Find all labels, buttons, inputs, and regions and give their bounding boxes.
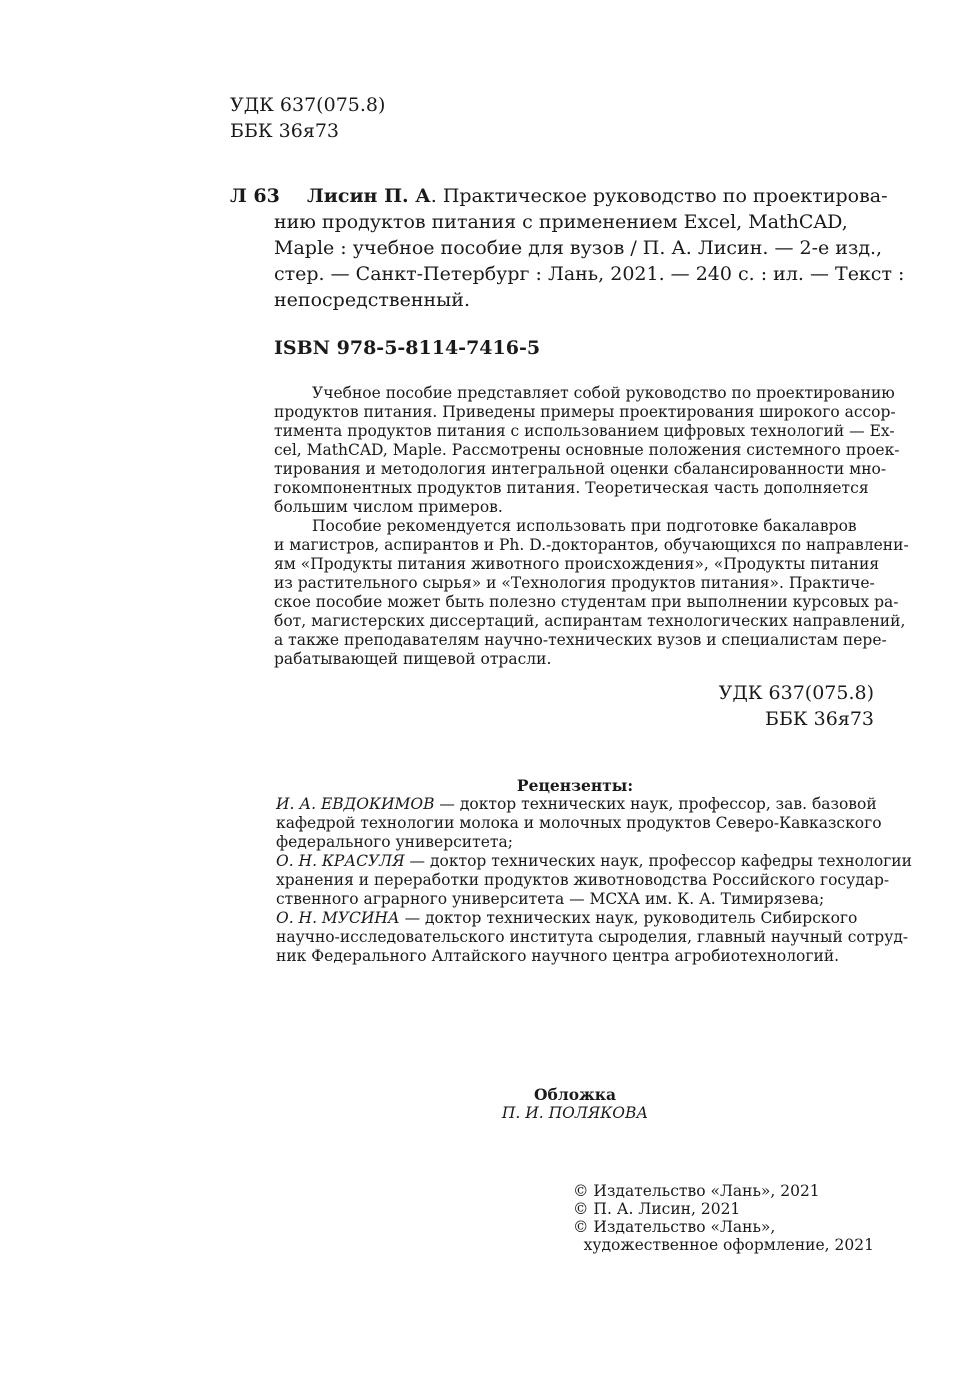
- entry-author: Лисин П. А: [307, 185, 431, 207]
- bbk-code-top: ББК 36я73: [230, 120, 340, 142]
- abstract-line: и магистров, аспирантов и Ph. D.-докторантов, обучающихся по направлени-: [274, 536, 909, 554]
- copyright-line-2: © П. А. Лисин, 2021: [573, 1200, 741, 1218]
- reviewer-2-text: — доктор технических наук, профессор кафедры технологии: [404, 852, 912, 870]
- udk-code-bottom: УДК 637(075.8): [718, 682, 874, 704]
- reviewer-3-line-3: ник Федерального Алтайского научного центра агробиотехнологий.: [276, 947, 840, 965]
- entry-line-1: [307, 183, 888, 209]
- reviewer-2-line-3: ственного аграрного университета — МСХА им. К. А. Тимирязева;: [276, 890, 825, 908]
- reviewer-1-line-3: федерального университета;: [276, 833, 513, 851]
- abstract-line: Учебное пособие представляет собой руководство по проектированию: [312, 384, 895, 402]
- abstract-line: ям «Продукты питания животного происхождения», «Продукты питания: [274, 555, 880, 573]
- author-mark: Л 63: [230, 185, 280, 207]
- abstract-line: cel, MathCAD, Maple. Рассмотрены основные положения системного проек-: [274, 441, 900, 459]
- reviewer-1-text: — доктор технических наук, профессор, зав. базовой: [434, 795, 877, 813]
- abstract-line: из растительного сырья» и «Технология продуктов питания». Практиче-: [274, 574, 875, 592]
- reviewer-2-line-2: хранения и переработки продуктов животноводства Российского государ-: [276, 871, 890, 889]
- reviewer-1-line-2: кафедрой технологии молока и молочных продуктов Северо-Кавказского: [276, 814, 882, 832]
- cover-designer: П. И. ПОЛЯКОВА: [501, 1104, 649, 1122]
- reviewer-1-line-1: [276, 795, 877, 814]
- entry-line-3: Maple : учебное пособие для вузов / П. А. Лисин. — 2-е изд.,: [274, 237, 883, 259]
- abstract-line: тирования и методология интегральной оценки сбалансированности мно-: [274, 460, 887, 478]
- reviewer-3-text: — доктор технических наук, руководитель Сибирского: [399, 909, 858, 927]
- abstract-line: продуктов питания. Приведены примеры проектирования широкого ассор-: [274, 403, 896, 421]
- bbk-code-bottom: ББК 36я73: [764, 708, 874, 730]
- abstract-line: большим числом примеров.: [274, 498, 503, 516]
- cover-heading: Обложка: [534, 1085, 616, 1104]
- reviewer-1-name: И. А. ЕВДОКИМОВ: [276, 795, 435, 813]
- reviewer-3-line-1: [276, 909, 857, 928]
- abstract-line: а также преподавателям научно-технических вузов и специалистам пере-: [274, 631, 887, 649]
- udk-code-top: УДК 637(075.8): [230, 94, 386, 116]
- reviewer-2-name: О. Н. КРАСУЛЯ: [276, 852, 405, 870]
- reviewer-2-line-1: [276, 852, 912, 871]
- reviewer-3-line-2: научно-исследовательского института сыроделия, главный научный сотруд-: [276, 928, 909, 946]
- abstract-line: тимента продуктов питания с использованием цифровых технологий — Ex-: [274, 422, 895, 440]
- abstract-line: ское пособие может быть полезно студентам при выполнении курсовых ра-: [274, 593, 899, 611]
- abstract-line: Пособие рекомендуется использовать при подготовке бакалавров: [312, 517, 857, 535]
- isbn: ISBN 978-5-8114-7416-5: [274, 337, 541, 359]
- abstract-line: рабатывающей пищевой отрасли.: [274, 650, 552, 668]
- abstract-line: гокомпонентных продуктов питания. Теоретическая часть дополняется: [274, 479, 869, 497]
- reviewer-3-name: О. Н. МУСИНА: [276, 909, 400, 927]
- copyright-line-3: © Издательство «Лань»,: [573, 1218, 776, 1236]
- copyright-line-4: художественное оформление, 2021: [583, 1236, 874, 1254]
- entry-line-4: стер. — Санкт-Петербург : Лань, 2021. — 240 с. : ил. — Текст :: [274, 263, 905, 285]
- entry-line-5: непосредственный.: [274, 289, 471, 311]
- entry-line-2: нию продуктов питания с применением Excel, MathCAD,: [274, 211, 848, 233]
- copyright-line-1: © Издательство «Лань», 2021: [573, 1182, 820, 1200]
- entry-line-1-text: . Практическое руководство по проектирова-: [430, 185, 888, 207]
- abstract-line: бот, магистерских диссертаций, аспирантам технологических направлений,: [274, 612, 906, 630]
- reviewers-heading: Рецензенты:: [516, 776, 634, 795]
